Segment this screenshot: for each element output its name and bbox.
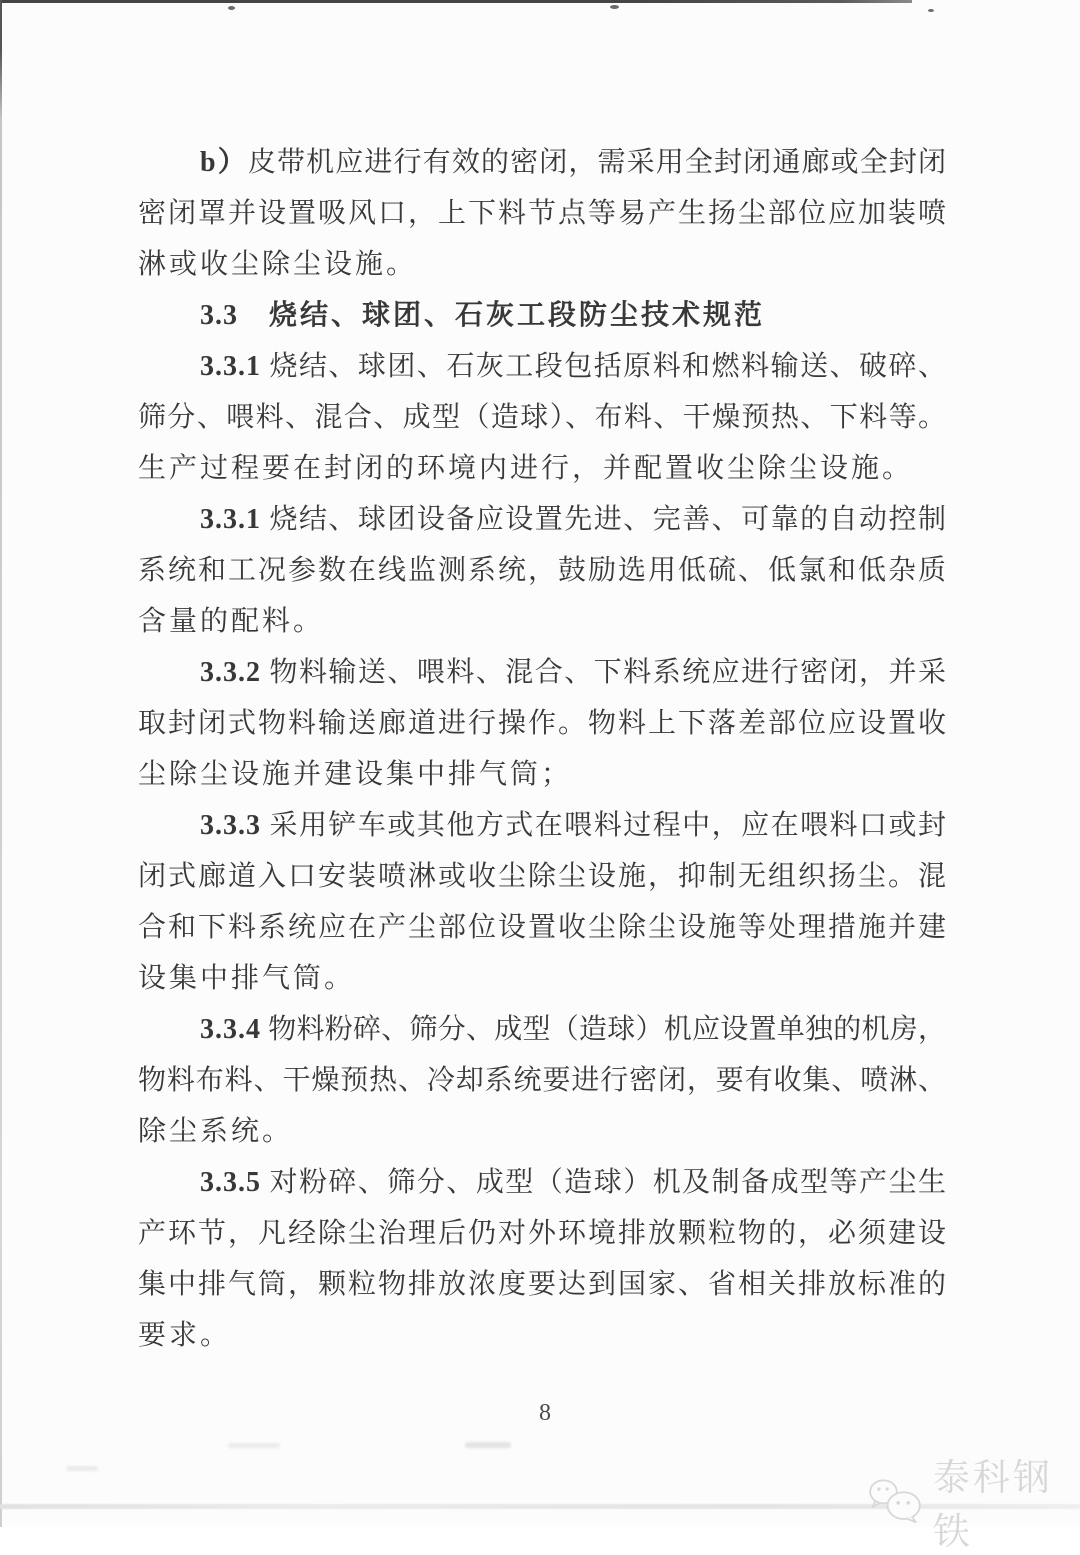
line-text: 取封闭式物料输送廊道进行操作。物料上下落差部位应设置收 (138, 708, 946, 739)
watermark-text: 泰科钢铁 (932, 1457, 1053, 1552)
section-number: 3.3.1 (200, 351, 261, 382)
scan-edge-top (0, 0, 912, 3)
scan-speck (928, 9, 934, 12)
text-line (138, 137, 946, 188)
scan-smudge (465, 1442, 511, 1448)
text-line (138, 494, 946, 545)
text-line (138, 188, 946, 239)
text-line (138, 1157, 946, 1208)
text-line (138, 902, 946, 953)
text-line (138, 698, 946, 749)
text-line (138, 749, 946, 800)
text-line (138, 1208, 946, 1259)
text-line (138, 647, 946, 698)
line-text: 设集中排气筒。 (138, 963, 356, 994)
text-line (138, 1310, 946, 1361)
text-line (138, 239, 946, 290)
section-number: 3.3.1 (200, 504, 261, 535)
text-line (138, 1259, 946, 1310)
line-text: 物料粉碎、筛分、成型（造球）机应设置单独的机房， (261, 1014, 946, 1045)
line-text: 物料布料、干燥预热、冷却系统要进行密闭，要有收集、喷淋、 (138, 1065, 946, 1096)
line-text: 皮带机应进行有效的密闭，需采用全封闭通廊或全封闭 (247, 147, 946, 178)
section-number: 3.3 (200, 300, 238, 331)
line-text: 烧结、球团设备应设置先进、完善、可靠的自动控制 (261, 504, 946, 535)
line-text: 要求。 (138, 1320, 232, 1351)
line-text: 产环节，凡经除尘治理后仍对外环境排放颗粒物的，必须建设 (138, 1218, 946, 1249)
text-line (138, 800, 946, 851)
line-text: 生产过程要在封闭的环境内进行，并配置收尘除尘设施。 (138, 453, 914, 484)
wechat-icon (866, 1475, 925, 1527)
text-line (138, 953, 946, 1004)
section-number: 3.3.4 (200, 1014, 261, 1045)
line-text: 除尘系统。 (138, 1116, 294, 1147)
text-line (138, 596, 946, 647)
text-line (138, 1004, 946, 1055)
scan-smudge (228, 1443, 280, 1448)
text-line (138, 341, 946, 392)
document-body (138, 137, 946, 1361)
line-text: 合和下料系统应在产尘部位设置收尘除尘设施等处理措施并建 (138, 912, 946, 943)
line-text: 闭式廊道入口安装喷淋或收尘除尘设施，抑制无组织扬尘。混 (138, 861, 946, 892)
line-text: 物料输送、喂料、混合、下料系统应进行密闭，并采 (261, 657, 946, 688)
section-number: 3.3.5 (200, 1167, 261, 1198)
line-text: 烧结、球团、石灰工段包括原料和燃料输送、破碎、 (261, 351, 946, 382)
line-text: 对粉碎、筛分、成型（造球）机及制备成型等产尘生 (261, 1167, 946, 1198)
line-text: 含量的配料。 (138, 606, 325, 637)
text-line (138, 443, 946, 494)
section-heading (138, 290, 946, 341)
section-number: 3.3.3 (200, 810, 261, 841)
line-text: 筛分、喂料、混合、成型（造球）、布料、干燥预热、下料等。 (138, 402, 946, 433)
line-text: 烧结、球团、石灰工段防尘技术规范 (238, 300, 766, 331)
section-number: b） (200, 147, 248, 178)
line-text: 密闭罩并设置吸风口，上下料节点等易产生扬尘部位应加装喷 (138, 198, 946, 229)
line-text: 淋或收尘除尘设施。 (138, 249, 418, 280)
scan-speck (610, 5, 619, 9)
text-line (138, 392, 946, 443)
text-line (138, 1055, 946, 1106)
scan-edge-left (0, 0, 2, 1527)
scan-smudge (66, 1466, 98, 1471)
watermark (866, 1447, 1080, 1555)
text-line (138, 545, 946, 596)
page-number: 8 (539, 1400, 551, 1426)
scan-speck (228, 6, 235, 10)
line-text: 集中排气筒，颗粒物排放浓度要达到国家、省相关排放标准的 (138, 1269, 946, 1300)
text-line (138, 1106, 946, 1157)
line-text: 系统和工况参数在线监测系统，鼓励选用低硫、低氯和低杂质 (138, 555, 946, 586)
line-text: 尘除尘设施并建设集中排气筒； (138, 759, 573, 790)
section-number: 3.3.2 (200, 657, 261, 688)
line-text: 采用铲车或其他方式在喂料过程中，应在喂料口或封 (261, 810, 946, 841)
text-line (138, 851, 946, 902)
